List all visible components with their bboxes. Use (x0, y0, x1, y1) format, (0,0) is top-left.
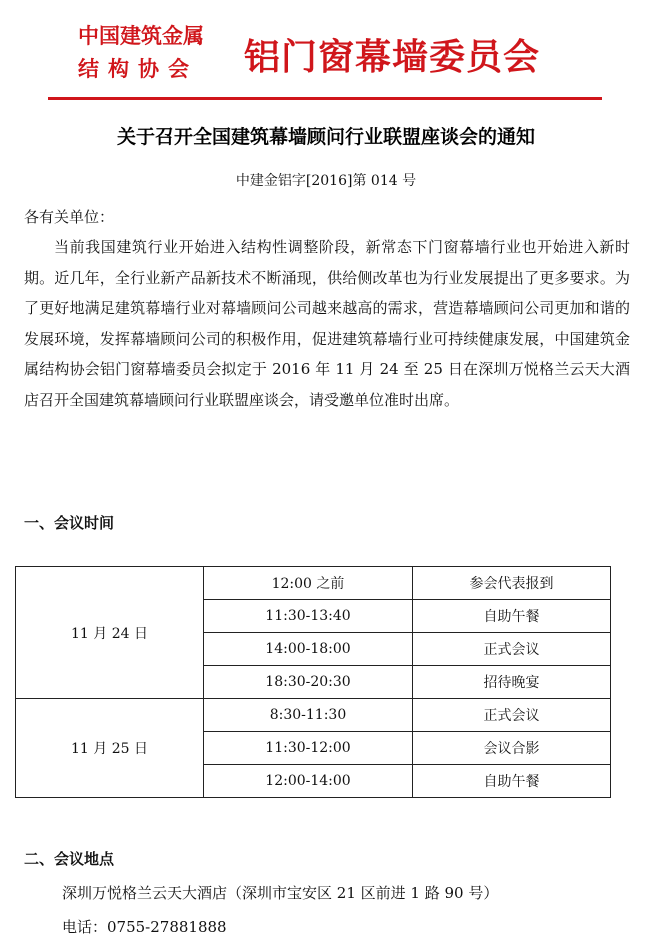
event-cell: 自助午餐 (413, 765, 611, 798)
org-name-line2: 结构协会 (78, 57, 198, 81)
time-cell: 11:30-12:00 (204, 732, 413, 765)
event-cell: 会议合影 (413, 732, 611, 765)
event-cell: 正式会议 (413, 699, 611, 732)
event-cell: 招待晚宴 (413, 666, 611, 699)
venue-phone: 电话：0755-27881888 (62, 918, 227, 936)
letterhead-red-rule (48, 97, 602, 100)
time-cell: 8:30-11:30 (204, 699, 413, 732)
table-row (16, 567, 611, 600)
letterhead (0, 0, 652, 104)
committee-name: 铝门窗幕墙委员会 (244, 37, 541, 78)
time-cell: 18:30-20:30 (204, 666, 413, 699)
time-cell: 11:30-13:40 (204, 600, 413, 633)
venue-address: 深圳万悦格兰云天大酒店（深圳市宝安区 21 区前进 1 路 90 号） (62, 884, 499, 902)
event-cell: 参会代表报到 (413, 567, 611, 600)
schedule-table (15, 566, 611, 798)
date-cell: 11 月 24 日 (16, 567, 204, 699)
body-paragraph: 当前我国建筑行业开始进入结构性调整阶段，新常态下门窗幕墙行业也开始进入新时期。近几年，全行业新产品新技术不断涌现，供给侧改革也为行业发展提出了更多要求。为了更好地满足建筑幕墙行业对幕墙顾问公司越来越高的需求，营造幕墙顾问公司更加和谐的发展环境，发挥幕墙顾问公司的积极作用，促进建筑幕墙行业可持续健康发展，中国建筑金属结构协会铝门窗幕墙委员会拟定于 2016 年 11 月 24 至 25 日在深圳万悦格兰云天大酒店召开全国建筑幕墙顾问行业联盟座谈会，请受邀单位准时出席。 (24, 238, 630, 409)
notice-title: 关于召开全国建筑幕墙顾问行业联盟座谈会的通知 (116, 126, 535, 148)
time-cell: 12:00 之前 (204, 567, 413, 600)
org-name-line1: 中国建筑金属 (78, 24, 204, 48)
table-row (16, 699, 611, 732)
salutation: 各有关单位： (24, 208, 115, 226)
date-cell: 11 月 25 日 (16, 699, 204, 798)
event-cell: 正式会议 (413, 633, 611, 666)
document-number: 中建金铝字[2016]第 014 号 (235, 173, 417, 189)
letterhead-org-name (78, 20, 204, 86)
time-cell: 14:00-18:00 (204, 633, 413, 666)
event-cell: 自助午餐 (413, 600, 611, 633)
time-cell: 12:00-14:00 (204, 765, 413, 798)
section-heading-time: 一、会议时间 (24, 514, 115, 532)
section-heading-venue: 二、会议地点 (24, 850, 115, 868)
